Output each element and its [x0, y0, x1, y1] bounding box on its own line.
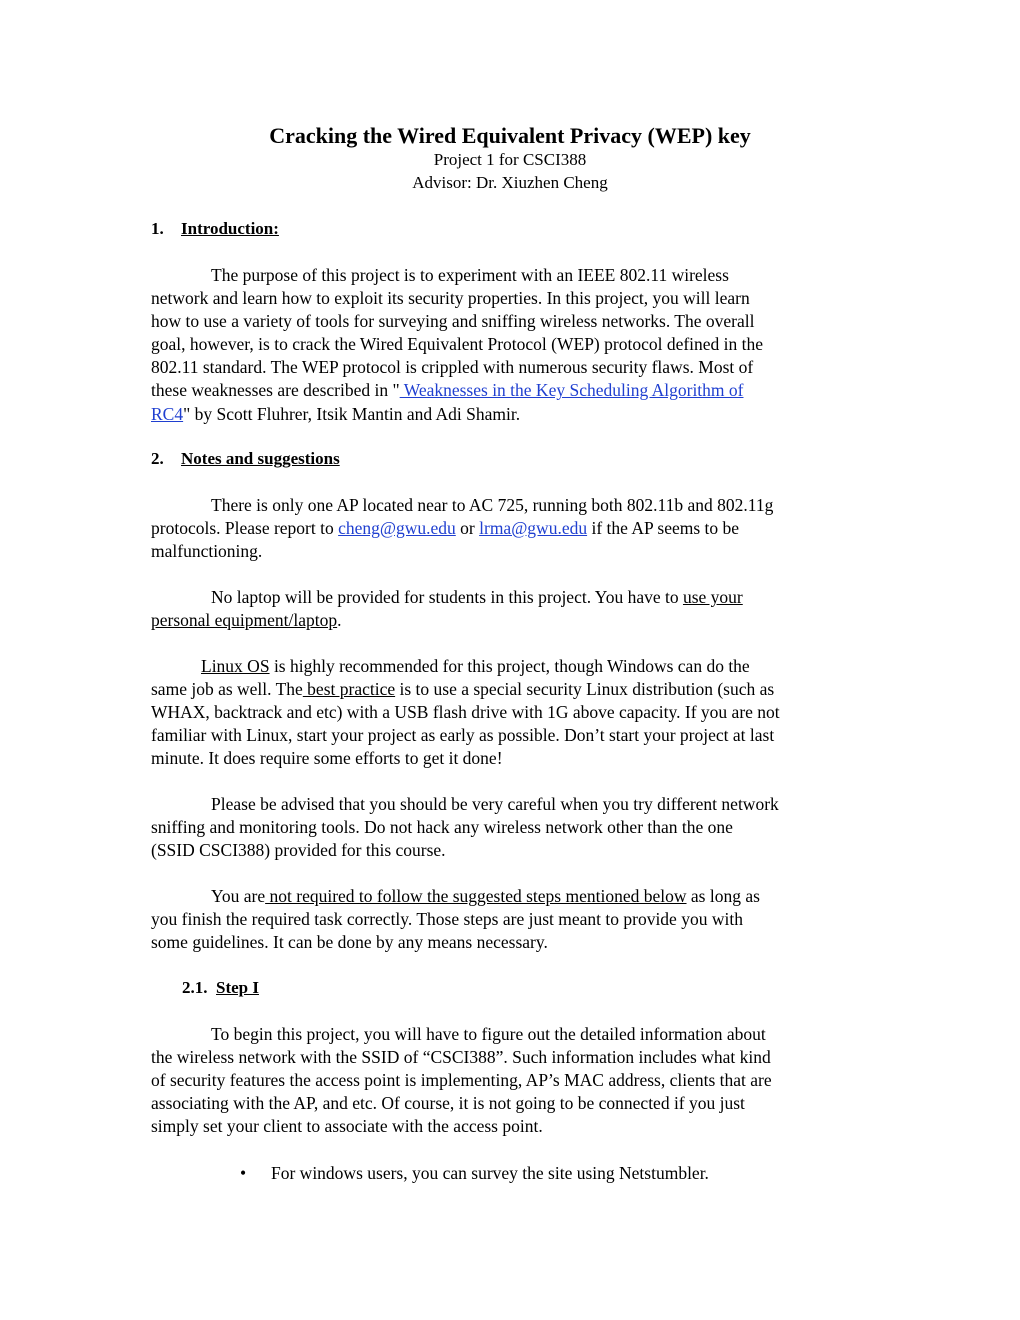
section-number: 2.1.: [182, 978, 208, 997]
text-line: To begin this project, you will have to figure out the detailed information about: [211, 1024, 766, 1044]
text-line: There is only one AP located near to AC 725, running both 802.11b and 802.11g: [211, 495, 774, 515]
text-span: .: [337, 610, 342, 631]
text-line: sniffing and monitoring tools. Do not hack any wireless network other than the one: [151, 817, 733, 838]
text-span: protocols. Please report to: [151, 518, 339, 539]
text-line: (SSID CSCI388) provided for this course.: [151, 840, 446, 861]
step1-paragraph: [151, 1023, 876, 1138]
text-line: familiar with Linux, start your project as early as possible. Don’t start your project at last: [151, 725, 775, 746]
text-line: the wireless network with the SSID of “CSCI388”. Such information includes what kind: [151, 1047, 771, 1068]
text-span: No laptop will be provided for students in this project. You have to: [211, 587, 683, 607]
section-title: Step I: [216, 978, 259, 997]
text-line: associating with the AP, and etc. Of course, it is not going to be connected if you just: [151, 1093, 745, 1114]
underlined-text: best practice: [302, 679, 396, 700]
text-line: [151, 379, 876, 402]
underlined-text: personal equipment/laptop: [151, 610, 338, 631]
text-span: same job as well. The: [151, 679, 303, 700]
text-line: [151, 678, 876, 701]
text-line: malfunctioning.: [151, 541, 263, 562]
text-line: [151, 403, 876, 426]
underlined-text: not required to follow the suggested steps mentioned below: [265, 886, 687, 906]
text-line: WHAX, backtrack and etc) with a USB flash drive with 1G above capacity. If you are not: [151, 702, 780, 723]
text-line: [151, 655, 876, 678]
text-line: how to use a variety of tools for surveying and sniffing wireless networks. The overall: [151, 311, 755, 332]
text-span: You are: [211, 886, 266, 906]
email-link-cheng[interactable]: cheng@gwu.edu: [338, 518, 456, 539]
text-span: as long as: [686, 886, 760, 906]
text-span: if the AP seems to be: [587, 518, 740, 539]
section-title: Notes and suggestions: [181, 449, 340, 468]
steps-paragraph: [151, 885, 876, 954]
text-line: Please be advised that you should be very careful when you try different network: [211, 794, 779, 814]
paper-link-rc4[interactable]: RC4: [151, 403, 184, 424]
text-line: you finish the required task correctly. Those steps are just meant to provide you with: [151, 909, 743, 930]
text-line: goal, however, is to crack the Wired Equivalent Protocol (WEP) protocol defined in the: [151, 334, 764, 355]
text-line: network and learn how to exploit its security properties. In this project, you will learn: [151, 288, 750, 309]
underlined-text: use your: [682, 587, 743, 607]
section-number: 2.: [151, 449, 164, 468]
text-line: minute. It does require some efforts to get it done!: [151, 748, 503, 769]
bullet-item: [240, 1162, 709, 1185]
section-heading-introduction: [151, 218, 279, 240]
text-span: or: [455, 518, 480, 539]
text-span: " by Scott Fluhrer, Itsik Mantin and Adi Shamir.: [183, 403, 521, 424]
bullet-icon: •: [240, 1163, 247, 1183]
laptop-paragraph: [151, 586, 876, 632]
text-line: [151, 609, 876, 632]
ap-paragraph: [151, 494, 876, 563]
section-title: Introduction:: [181, 219, 279, 238]
section-heading-step-1: [182, 977, 259, 999]
intro-paragraph: [151, 264, 876, 426]
advisor-line: Advisor: Dr. Xiuzhen Cheng: [412, 173, 608, 192]
section-heading-notes: [151, 448, 340, 470]
linux-paragraph: [151, 655, 876, 770]
email-link-lrma[interactable]: lrma@gwu.edu: [479, 518, 588, 539]
underlined-text: Linux OS: [201, 656, 270, 676]
document-title: Cracking the Wired Equivalent Privacy (WEP) key: [269, 123, 751, 148]
text-line: The purpose of this project is to experiment with an IEEE 802.11 wireless: [211, 265, 729, 285]
text-span: is to use a special security Linux distribution (such as: [395, 679, 775, 700]
section-number: 1.: [151, 219, 164, 238]
text-span: is highly recommended for this project, though Windows can do the: [269, 656, 750, 676]
text-line: simply set your client to associate with the access point.: [151, 1116, 543, 1137]
text-line: of security features the access point is implementing, AP’s MAC address, clients that are: [151, 1070, 772, 1091]
paper-link[interactable]: Weaknesses in the Key Scheduling Algorithm of: [399, 380, 744, 401]
text-span: these weaknesses are described in ": [151, 380, 400, 401]
text-line: [151, 885, 876, 908]
text-line: [151, 586, 876, 609]
text-line: [151, 517, 876, 540]
caution-paragraph: [151, 793, 876, 862]
project-subtitle: Project 1 for CSCI388: [433, 150, 587, 169]
bullet-text: For windows users, you can survey the site using Netstumbler.: [271, 1163, 709, 1183]
text-line: some guidelines. It can be done by any means necessary.: [151, 932, 548, 953]
text-line: 802.11 standard. The WEP protocol is crippled with numerous security flaws. Most of: [151, 357, 754, 378]
